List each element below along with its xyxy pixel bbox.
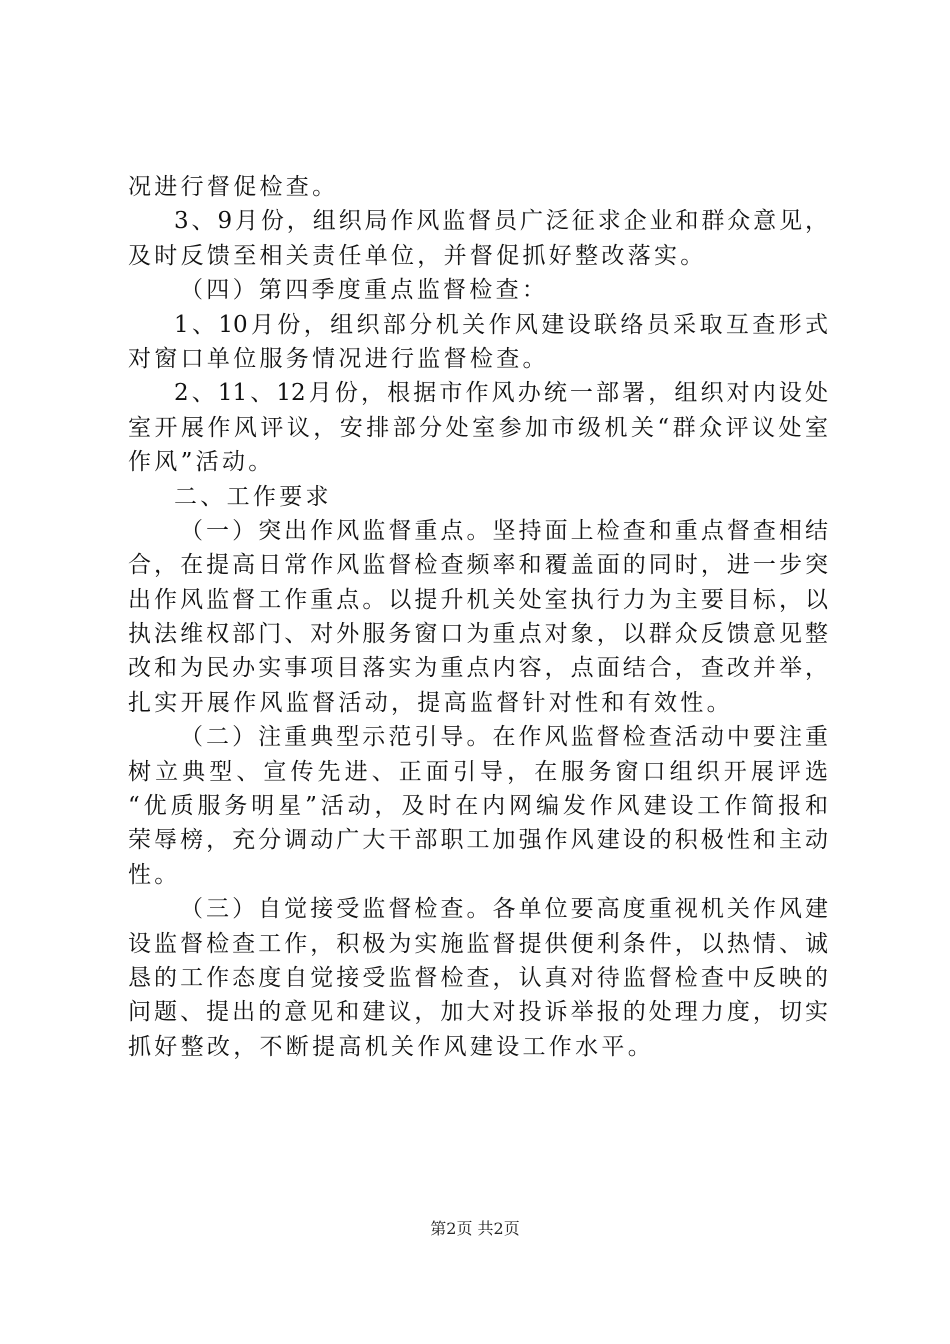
text-line: 2、11、12月份，根据市作风办统一部署，组织对内设处	[174, 380, 828, 407]
page-number-footer: 第2页 共2页	[430, 1219, 520, 1238]
text-line: 恳的工作态度自觉接受监督检查，认真对待监督检查中反映的	[128, 964, 828, 991]
text-line: “优质服务明星”活动，及时在内网编发作风建设工作简报和	[128, 793, 828, 820]
text-line: 作风”活动。	[128, 449, 275, 476]
text-line: 出作风监督工作重点。以提升机关处室执行力为主要目标，以	[128, 586, 828, 613]
text-line: 执法维权部门、对外服务窗口为重点对象，以群众反馈意见整	[128, 621, 828, 648]
text-line: （二）注重典型示范引导。在作风监督检查活动中要注重	[180, 724, 828, 751]
text-line: 况进行督促检查。	[128, 174, 339, 200]
text-line: 及时反馈至相关责任单位，并督促抓好整改落实。	[128, 242, 707, 269]
text-line: 对窗口单位服务情况进行监督检查。	[128, 345, 549, 372]
text-line: （一）突出作风监督重点。坚持面上检查和重点督查相结	[180, 517, 828, 544]
document-body	[128, 170, 828, 1064]
text-line: 问题、提出的意见和建议，加大对投诉举报的处理力度，切实	[128, 999, 828, 1026]
text-line: 性。	[128, 861, 181, 888]
text-line: （三）自觉接受监督检查。各单位要高度重视机关作风建	[180, 896, 828, 923]
text-line: 荣辱榜，充分调动广大干部职工加强作风建设的积极性和主动	[128, 827, 828, 854]
text-line: 3、9月份，组织局作风监督员广泛征求企业和群众意见，	[174, 208, 828, 235]
text-line: 抓好整改，不断提高机关作风建设工作水平。	[128, 1033, 654, 1060]
text-line: 设监督检查工作，积极为实施监督提供便利条件，以热情、诚	[128, 930, 828, 957]
text-line: 室开展作风评议，安排部分处室参加市级机关“群众评议处室	[128, 414, 828, 441]
text-line: 合，在提高日常作风监督检查频率和覆盖面的同时，进一步突	[128, 552, 828, 579]
text-line: 1、10月份，组织部分机关作风建设联络员采取互查形式	[174, 311, 828, 338]
text-line: 扎实开展作风监督活动，提高监督针对性和有效性。	[128, 689, 733, 716]
section-heading: （四）第四季度重点监督检查：	[180, 277, 549, 304]
text-line: 改和为民办实事项目落实为重点内容，点面结合，查改并举，	[128, 655, 828, 682]
section-heading: 二、工作要求	[174, 483, 332, 510]
text-line: 树立典型、宣传先进、正面引导，在服务窗口组织开展评选	[128, 758, 828, 785]
